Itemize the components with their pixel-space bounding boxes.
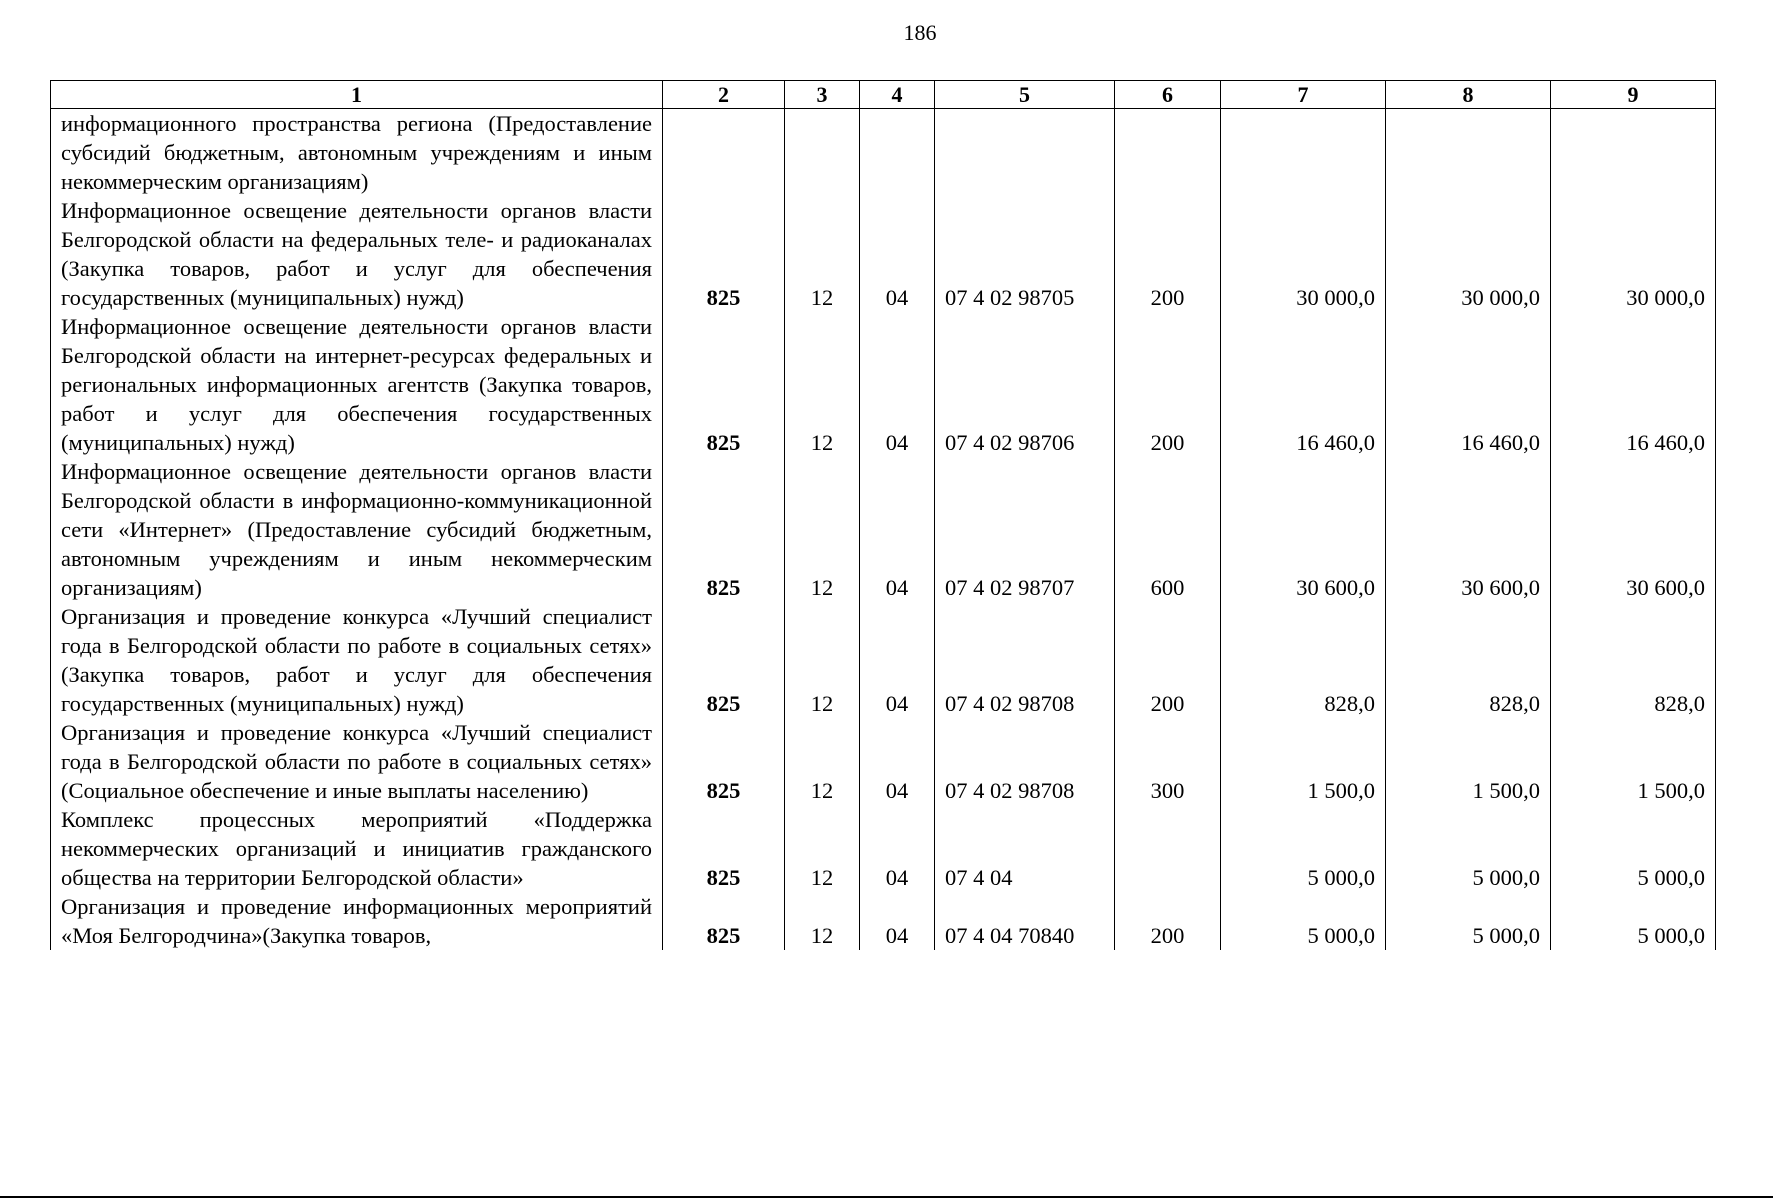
section-code-cell: 12 — [785, 892, 860, 950]
amount-cell-col7 — [1221, 109, 1386, 197]
amount-cell-col8: 828,0 — [1386, 602, 1551, 718]
expense-type-cell — [1115, 109, 1221, 197]
column-header: 6 — [1115, 81, 1221, 109]
expense-type-cell: 300 — [1115, 718, 1221, 805]
table-row — [51, 196, 1716, 312]
description-cell: информационного пространства региона (Предоставление субсидий бюджетным, автономным учреждениям и иным некоммерческим организациям) — [51, 109, 663, 197]
table-row — [51, 892, 1716, 950]
target-article-cell — [935, 109, 1115, 197]
amount-cell-col8: 5 000,0 — [1386, 805, 1551, 892]
expense-type-cell: 200 — [1115, 196, 1221, 312]
table-row — [51, 718, 1716, 805]
table-row — [51, 109, 1716, 197]
amount-cell-col9: 30 000,0 — [1551, 196, 1716, 312]
section-code-cell: 12 — [785, 718, 860, 805]
description-cell: Комплекс процессных мероприятий «Поддержка некоммерческих организаций и инициатив гражданского общества на территории Белгородской области» — [51, 805, 663, 892]
subsection-code-cell: 04 — [860, 602, 935, 718]
column-header: 2 — [663, 81, 785, 109]
section-code-cell: 12 — [785, 602, 860, 718]
table-row — [51, 457, 1716, 602]
description-cell: Организация и проведение конкурса «Лучший специалист года в Белгородской области по работе в социальных сетях» (Закупка товаров, работ и услуг для обеспечения государственных (муниципальных) нужд) — [51, 602, 663, 718]
amount-cell-col7: 1 500,0 — [1221, 718, 1386, 805]
amount-cell-col7: 16 460,0 — [1221, 312, 1386, 457]
table-row — [51, 805, 1716, 892]
target-article-cell: 07 4 04 70840 — [935, 892, 1115, 950]
expense-type-cell: 200 — [1115, 602, 1221, 718]
table-row — [51, 602, 1716, 718]
amount-cell-col9: 16 460,0 — [1551, 312, 1716, 457]
column-header: 3 — [785, 81, 860, 109]
amount-cell-col9: 828,0 — [1551, 602, 1716, 718]
column-header: 5 — [935, 81, 1115, 109]
target-article-cell: 07 4 02 98708 — [935, 602, 1115, 718]
amount-cell-col9: 5 000,0 — [1551, 805, 1716, 892]
expense-type-cell — [1115, 805, 1221, 892]
amount-cell-col7: 30 600,0 — [1221, 457, 1386, 602]
column-header: 4 — [860, 81, 935, 109]
grbs-code-cell: 825 — [663, 457, 785, 602]
amount-cell-col8: 30 600,0 — [1386, 457, 1551, 602]
target-article-cell: 07 4 02 98705 — [935, 196, 1115, 312]
amount-cell-col9: 5 000,0 — [1551, 892, 1716, 950]
subsection-code-cell: 04 — [860, 457, 935, 602]
subsection-code-cell: 04 — [860, 718, 935, 805]
budget-table — [50, 80, 1716, 950]
description-cell: Организация и проведение информационных мероприятий «Моя Белгородчина»(Закупка товаров, — [51, 892, 663, 950]
amount-cell-col7: 30 000,0 — [1221, 196, 1386, 312]
description-cell: Организация и проведение конкурса «Лучший специалист года в Белгородской области по работе в социальных сетях» (Социальное обеспечение и иные выплаты населению) — [51, 718, 663, 805]
page-number: 186 — [903, 20, 937, 45]
expense-type-cell: 200 — [1115, 312, 1221, 457]
subsection-code-cell: 04 — [860, 892, 935, 950]
table-row — [51, 312, 1716, 457]
amount-cell-col8: 5 000,0 — [1386, 892, 1551, 950]
target-article-cell: 07 4 02 98706 — [935, 312, 1115, 457]
subsection-code-cell: 04 — [860, 312, 935, 457]
column-header: 9 — [1551, 81, 1716, 109]
amount-cell-col7: 828,0 — [1221, 602, 1386, 718]
grbs-code-cell: 825 — [663, 892, 785, 950]
subsection-code-cell: 04 — [860, 196, 935, 312]
grbs-code-cell — [663, 109, 785, 197]
target-article-cell: 07 4 02 98707 — [935, 457, 1115, 602]
description-cell: Информационное освещение деятельности органов власти Белгородской области на интернет-ресурсах федеральных и региональных информационных агентств (Закупка товаров, работ и услуг для обеспечения государственных (муниципальных) нужд) — [51, 312, 663, 457]
grbs-code-cell: 825 — [663, 602, 785, 718]
header-row — [51, 81, 1716, 109]
amount-cell-col8 — [1386, 109, 1551, 197]
amount-cell-col9 — [1551, 109, 1716, 197]
amount-cell-col7: 5 000,0 — [1221, 805, 1386, 892]
target-article-cell: 07 4 04 — [935, 805, 1115, 892]
grbs-code-cell: 825 — [663, 312, 785, 457]
subsection-code-cell: 04 — [860, 805, 935, 892]
expense-type-cell: 600 — [1115, 457, 1221, 602]
section-code-cell: 12 — [785, 312, 860, 457]
amount-cell-col9: 1 500,0 — [1551, 718, 1716, 805]
column-header: 8 — [1386, 81, 1551, 109]
target-article-cell: 07 4 02 98708 — [935, 718, 1115, 805]
section-code-cell: 12 — [785, 805, 860, 892]
section-code-cell — [785, 109, 860, 197]
grbs-code-cell: 825 — [663, 805, 785, 892]
amount-cell-col8: 30 000,0 — [1386, 196, 1551, 312]
grbs-code-cell: 825 — [663, 196, 785, 312]
section-code-cell: 12 — [785, 196, 860, 312]
amount-cell-col8: 16 460,0 — [1386, 312, 1551, 457]
description-cell: Информационное освещение деятельности органов власти Белгородской области на федеральных теле- и радиоканалах (Закупка товаров, работ и услуг для обеспечения государственных (муниципальных) нужд) — [51, 196, 663, 312]
section-code-cell: 12 — [785, 457, 860, 602]
amount-cell-col8: 1 500,0 — [1386, 718, 1551, 805]
amount-cell-col9: 30 600,0 — [1551, 457, 1716, 602]
expense-type-cell: 200 — [1115, 892, 1221, 950]
grbs-code-cell: 825 — [663, 718, 785, 805]
column-header: 7 — [1221, 81, 1386, 109]
description-cell: Информационное освещение деятельности органов власти Белгородской области в информационно-коммуникационной сети «Интернет» (Предоставление субсидий бюджетным, автономным учреждениям и иным некоммерческим организациям) — [51, 457, 663, 602]
amount-cell-col7: 5 000,0 — [1221, 892, 1386, 950]
column-header: 1 — [51, 81, 663, 109]
bottom-rule — [0, 1196, 1773, 1198]
subsection-code-cell — [860, 109, 935, 197]
